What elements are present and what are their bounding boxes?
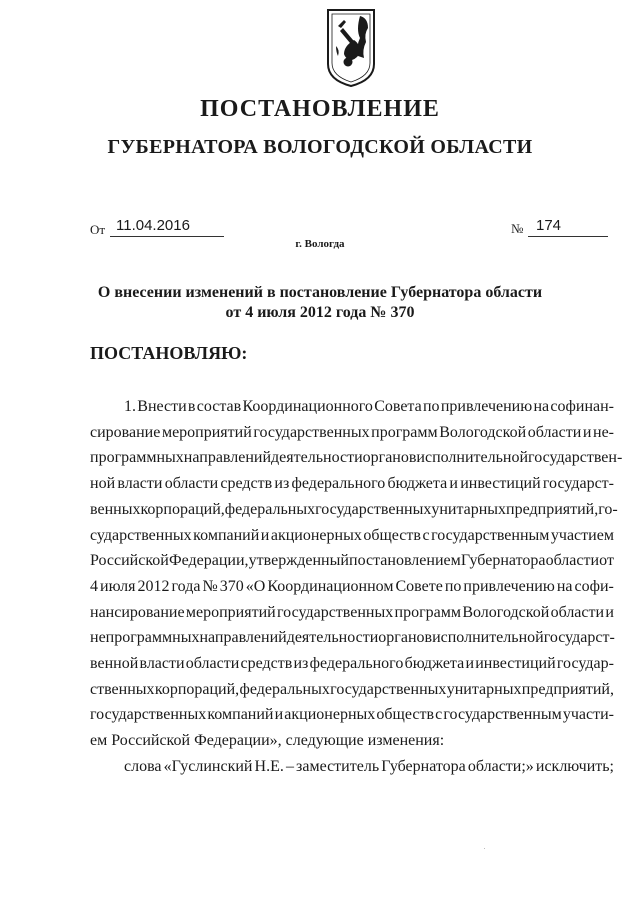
word: Губернатора xyxy=(381,757,466,775)
word: сударственных xyxy=(90,526,192,544)
subject-line-2: от 4 июля 2012 года № 370 xyxy=(225,304,415,321)
word: Губернатора xyxy=(460,552,546,570)
word: обществ xyxy=(376,706,435,724)
word: федеральных xyxy=(224,500,316,518)
word: нансирование xyxy=(90,603,185,621)
paragraph-1 xyxy=(90,394,623,728)
paragraph-line xyxy=(90,394,614,420)
word: унитарных xyxy=(431,500,507,518)
scan-speck xyxy=(484,848,485,849)
word: власти xyxy=(117,475,163,493)
decree-heading: ПОСТАНОВЛЯЮ: xyxy=(90,343,248,363)
word: участием xyxy=(550,526,614,544)
word: «Гуслинский xyxy=(163,757,253,775)
word: года xyxy=(171,577,201,595)
word: го- xyxy=(598,500,618,518)
document-body xyxy=(90,394,623,780)
word: от xyxy=(599,552,614,570)
word: области;» xyxy=(467,757,534,775)
paragraph-line xyxy=(90,600,614,626)
document-date: 11.04.2016 xyxy=(110,216,224,237)
paragraph-line xyxy=(90,677,614,703)
word: и xyxy=(260,526,270,544)
word: средств xyxy=(240,655,293,673)
paragraph-line xyxy=(90,574,614,600)
word: государственных xyxy=(330,680,447,698)
document-number: 174 xyxy=(528,216,608,237)
word: области xyxy=(185,655,240,673)
word: средств xyxy=(220,475,273,493)
word: Совете xyxy=(395,577,443,595)
word: венных xyxy=(90,500,141,518)
word: 4 xyxy=(90,577,98,595)
paragraph-1-last-line: ем Российской Федерации», следующие изменения: xyxy=(90,732,445,750)
word: Вологодской xyxy=(439,423,527,441)
word: софинан- xyxy=(550,398,614,415)
word: корпораций, xyxy=(154,680,240,698)
word: из xyxy=(274,475,290,493)
document-title: ПОСТАНОВЛЕНИЕ xyxy=(200,96,440,122)
word: государст- xyxy=(543,629,615,647)
word: № xyxy=(202,577,218,595)
word: венной xyxy=(90,655,139,673)
paragraph-2 xyxy=(90,754,614,780)
word: и xyxy=(449,475,458,493)
word: и xyxy=(605,603,614,621)
word: деятельности xyxy=(271,449,363,467)
word: и xyxy=(582,423,592,441)
word: акционерных xyxy=(284,706,376,724)
word: органов xyxy=(378,629,433,647)
paragraph-line xyxy=(90,445,623,471)
word: не- xyxy=(593,423,614,441)
word: государственных xyxy=(277,603,394,621)
word: и xyxy=(465,655,474,673)
word: государственных xyxy=(315,500,432,518)
word: исполнительной xyxy=(416,449,529,467)
word: государственным xyxy=(443,706,562,724)
word: программ xyxy=(394,603,462,621)
word: исключить; xyxy=(535,757,614,775)
word: по xyxy=(444,577,462,595)
word: государст- xyxy=(542,475,614,493)
word: области xyxy=(527,423,582,441)
word: Н.Е. xyxy=(254,757,284,775)
city-name: г. Вологда xyxy=(295,238,345,250)
paragraph-line xyxy=(90,548,614,574)
word: софи- xyxy=(574,577,614,595)
word: Внести xyxy=(137,398,187,415)
word: с xyxy=(435,706,443,724)
paragraph-line xyxy=(90,497,618,523)
word: исполнительной xyxy=(432,629,544,647)
word: участи- xyxy=(562,706,614,724)
word: в xyxy=(187,398,196,415)
word: Совета xyxy=(374,398,422,415)
date-label: От xyxy=(90,222,106,237)
word: непрограммных xyxy=(90,629,200,647)
word: федеральных xyxy=(239,680,330,698)
paragraph-line xyxy=(90,523,614,549)
number-label: № xyxy=(511,221,524,236)
word: состав xyxy=(196,398,242,415)
paragraph-line xyxy=(90,625,614,651)
word: направлений xyxy=(199,629,287,647)
word: бюджета xyxy=(404,655,465,673)
word: июля xyxy=(100,577,136,595)
word: мероприятий xyxy=(185,603,276,621)
word: ной xyxy=(90,475,116,493)
word: федерального xyxy=(291,475,386,493)
word: инвестиций xyxy=(475,655,556,673)
word: предприятий, xyxy=(506,500,599,518)
word: предприятий, xyxy=(521,680,614,698)
word: инвестиций xyxy=(460,475,541,493)
word: программных xyxy=(90,449,184,467)
word: слова xyxy=(124,757,162,775)
paragraph-line xyxy=(90,651,614,677)
word: бюджета xyxy=(387,475,448,493)
word: утвержденный xyxy=(248,552,349,570)
document-subject xyxy=(0,283,640,323)
word: компаний xyxy=(207,706,274,724)
word: Координационного xyxy=(242,398,373,415)
word: государствен- xyxy=(528,449,623,467)
word: Координационном xyxy=(267,577,394,595)
paragraph-line xyxy=(90,420,614,446)
word: компаний xyxy=(193,526,260,544)
word: области xyxy=(164,475,219,493)
word: и xyxy=(274,706,284,724)
word: государ- xyxy=(556,655,614,673)
word: заместитель xyxy=(296,757,380,775)
word: деятельности xyxy=(286,629,379,647)
word: привлечению xyxy=(440,398,533,415)
word: Федерации, xyxy=(168,552,249,570)
subject-line-1: О внесении изменений в постановление Губернатора области xyxy=(97,284,543,301)
word: направлений xyxy=(183,449,272,467)
word: ственных xyxy=(90,680,155,698)
word: Вологодской xyxy=(462,603,550,621)
word: унитарных xyxy=(446,680,522,698)
word: по xyxy=(422,398,440,415)
word: акционерных xyxy=(270,526,362,544)
coat-of-arms-emblem xyxy=(324,6,378,90)
word: федерального xyxy=(309,655,404,673)
word: из xyxy=(293,655,309,673)
word: – xyxy=(285,757,294,775)
word: государственных xyxy=(253,423,370,441)
word: власти xyxy=(139,655,185,673)
word: постановлением xyxy=(349,552,461,570)
word: программ xyxy=(371,423,438,441)
document-subtitle: ГУБЕРНАТОРА ВОЛОГОДСКОЙ ОБЛАСТИ xyxy=(107,136,533,158)
word: 1. xyxy=(124,398,136,415)
word: государственных xyxy=(90,706,207,724)
word: корпораций, xyxy=(140,500,225,518)
word: области xyxy=(545,552,600,570)
paragraph-line xyxy=(90,702,614,728)
word: 370 xyxy=(219,577,244,595)
word: «О xyxy=(245,577,266,595)
paragraph-line xyxy=(90,471,614,497)
word: государственным xyxy=(431,526,550,544)
word: обществ xyxy=(363,526,421,544)
word: органов xyxy=(362,449,417,467)
word: привлечению xyxy=(463,577,555,595)
word: на xyxy=(533,398,550,415)
word: на xyxy=(556,577,573,595)
word: с xyxy=(422,526,430,544)
word: 2012 xyxy=(137,577,170,595)
word: Российской xyxy=(90,552,169,570)
word: сирование xyxy=(90,423,161,441)
word: области xyxy=(550,603,605,621)
word: мероприятий xyxy=(161,423,252,441)
